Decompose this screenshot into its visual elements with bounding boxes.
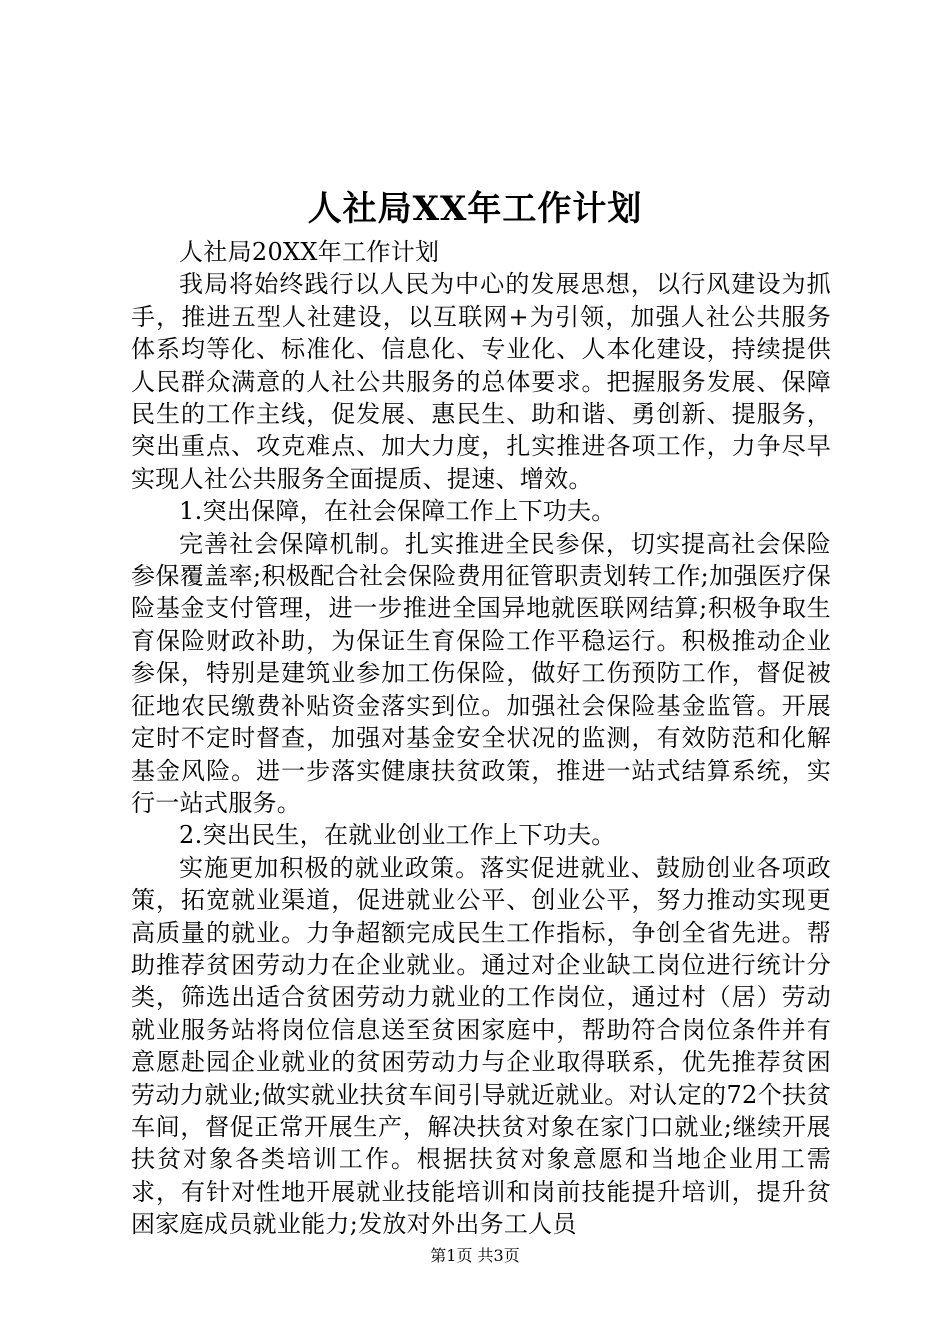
section-heading-1: 1.突出保障，在社会保障工作上下功夫。 (179, 497, 616, 526)
paragraph-employment: 实施更加积极的就业政策。落实促进就业、鼓励创业各项政策，拓宽就业渠道，促进就业公平、创业公平，努力推动实现更高质量的就业。力争超额完成民生工作指标，争创全省先进。帮助推荐贫困劳动力在企业就业。通过对企业缺工岗位进行统计分类，筛选出适合贫困劳动力就业的工作岗位，通过村（居）劳动就业服务站将岗位信息送至贫困家庭中，帮助符合岗位条件并有意愿赴园企业就业的贫困劳动力与企业取得联系，优先推荐贫困劳动力就业;做实就业扶贫车间引导就近就业。对认定的72个扶贫车间，督促正常开展生产，解决扶贫对象在家门口就业;继续开展扶贫对象各类培训工作。根据扶贫对象意愿和当地企业用工需求，有针对性地开展就业技能培训和岗前技能提升培训，提升贫困家庭成员就业能力;发放对外出务工人员 (131, 853, 831, 1239)
document-body (131, 236, 831, 1241)
paragraph-subtitle: 人社局20XX年工作计划 (179, 238, 440, 266)
section-heading-2: 2.突出民生，在就业创业工作上下功夫。 (179, 821, 616, 850)
paragraph-social-security: 完善社会保障机制。扎实推进全民参保，切实提高社会保险参保覆盖率;积极配合社会保险费用征管职责划转工作;加强医疗保险基金支付管理，进一步推进全国异地就医联网结算;积极争取生育保险财政补助，为保证生育保险工作平稳运行。积极推动企业参保，特别是建筑业参加工伤保险，做好工伤预防工作，督促被征地农民缴费补贴资金落实到位。加强社会保险基金监管。开展定时不定时督查，加强对基金安全状况的监测，有效防范和化解基金风险。进一步落实健康扶贫政策，推进一站式结算系统，实行一站式服务。 (131, 529, 831, 817)
document-title: 人社局XX年工作计划 (307, 189, 643, 229)
page-footer: 第1页 共3页 (430, 1246, 520, 1265)
paragraph-intro: 我局将始终践行以人民为中心的发展思想，以行风建设为抓手，推进五型人社建设，以互联网+为引领，加强人社公共服务体系均等化、标准化、信息化、专业化、人本化建设，持续提供人民群众满意的人社公共服务的总体要求。把握服务发展、保障民生的工作主线，促发展、惠民生、助和谐、勇创新、提服务，突出重点、攻克难点、加大力度，扎实推进各项工作，力争尽早实现人社公共服务全面提质、提速、增效。 (131, 270, 831, 493)
